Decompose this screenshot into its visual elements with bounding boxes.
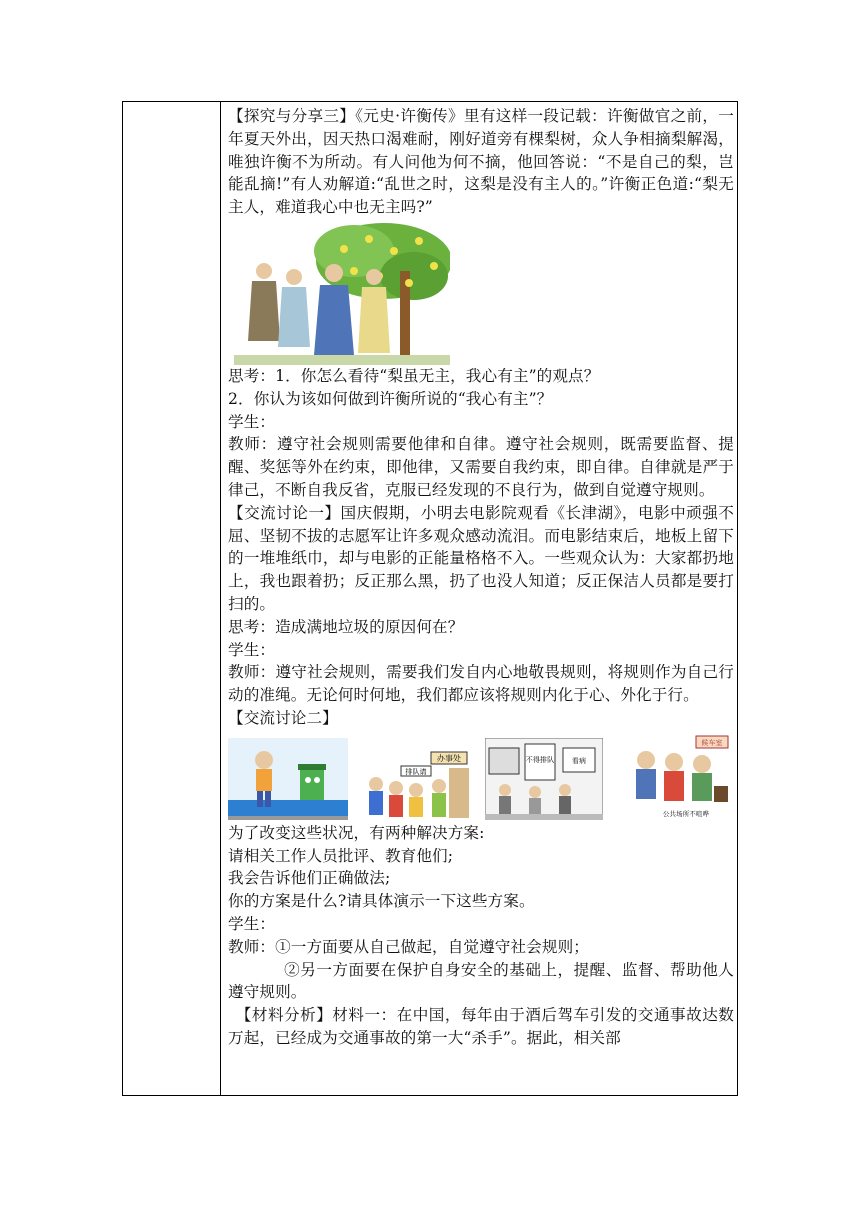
board1-text: 不得排队 — [525, 755, 554, 764]
material-analysis: 【材料分析】材料一：在中国，每年由于酒后驾车引发的交通事故达数万起，已经成为交通事故的第一大“杀手”。据此，相关部 — [228, 1006, 734, 1047]
solution-2: 我会告诉他们正确做法; — [228, 869, 391, 888]
queue-jumping-image — [361, 748, 471, 820]
teacher-summary-2: 教师：遵守社会规则，需要我们发自内心地敬畏规则，将规则作为自己行动的准绳。无论何时何地，我们都应该将规则内化于心、外化于行。 — [228, 663, 734, 705]
column-divider — [220, 102, 221, 1095]
question-1: 思考：1．你怎么看待“梨虽无主，我心有主”的观点？ — [228, 366, 600, 385]
lesson-table — [122, 101, 738, 1096]
discussion-1: 【交流讨论一】国庆假期，小明去电影院观看《长津湖》，电影中顽强不屈、坚韧不拔的志愿军让许多观众感动流泪。而电影结束后，地板上留下的一堆堆纸巾，却与电影的正能量格格不入。一些观众认为：大家都扔地上，我也跟着扔；反正那么黑，扔了也没人知道；反正保洁人员都是要打扫的。 — [228, 503, 734, 613]
sign2-text: 排队请 — [405, 767, 427, 776]
noisy-public-place-image — [616, 734, 734, 820]
content-cell — [228, 105, 734, 1050]
scenario-images — [228, 732, 734, 820]
hospital-queue-image — [485, 738, 603, 820]
question-3: 思考：造成满地垃圾的原因何在？ — [228, 617, 464, 636]
student-label-2: 学生： — [228, 640, 276, 659]
question-2: 2．你认为该如何做到许衡所说的“我心有主”？ — [228, 389, 553, 408]
board3-text: 公共场所不喧哗 — [662, 809, 710, 818]
story-paragraph: 【探究与分享三】《元史·许衡传》里有这样一段记载：许衡做官之前，一年夏天外出，因天热口渴难耐，刚好道旁有棵梨树，众人争相摘梨解渴，唯独许衡不为所动。有人问他为何不摘，他回答说：“不是自己的梨，岂能乱摘!”有人劝解道:“乱世之时，这梨是没有主人的。”许衡正色道:“梨无主人，难道我心中也无主吗?” — [228, 107, 734, 217]
banner-text: 候车室 — [701, 738, 723, 747]
solution-1: 请相关工作人员批评、教育他们; — [228, 846, 454, 865]
solution-prompt: 你的方案是什么?请具体演示一下这些方案。 — [228, 892, 535, 911]
sign1-text: 办事处 — [437, 753, 462, 763]
teacher-summary-1: 教师：遵守社会规则需要他律和自律。遵守社会规则，既需要监督、提醒、奖惩等外在约束，即他律，又需要自我约束，即自律。自律就是严于律己，不断自我反省，克服已经发现的不良行为，做到自觉遵守规则。 — [228, 435, 734, 499]
teacher-summary-3b: ②另一方面要在保护自身安全的基础上，提醒、监督、帮助他人遵守规则。 — [228, 960, 734, 1002]
board2-text: 看病 — [571, 756, 586, 765]
teacher-summary-3a: 教师：①一方面要从自己做起，自觉遵守社会规则； — [228, 937, 589, 956]
student-label-1: 学生： — [228, 412, 276, 431]
discussion-2-heading: 【交流讨论二】 — [228, 708, 338, 727]
pear-tree-illustration — [234, 221, 450, 365]
student-label-3: 学生： — [228, 914, 276, 933]
litter-cartoon-image — [228, 738, 348, 820]
change-intro: 为了改变这些状况，有两种解决方案: — [228, 823, 485, 842]
